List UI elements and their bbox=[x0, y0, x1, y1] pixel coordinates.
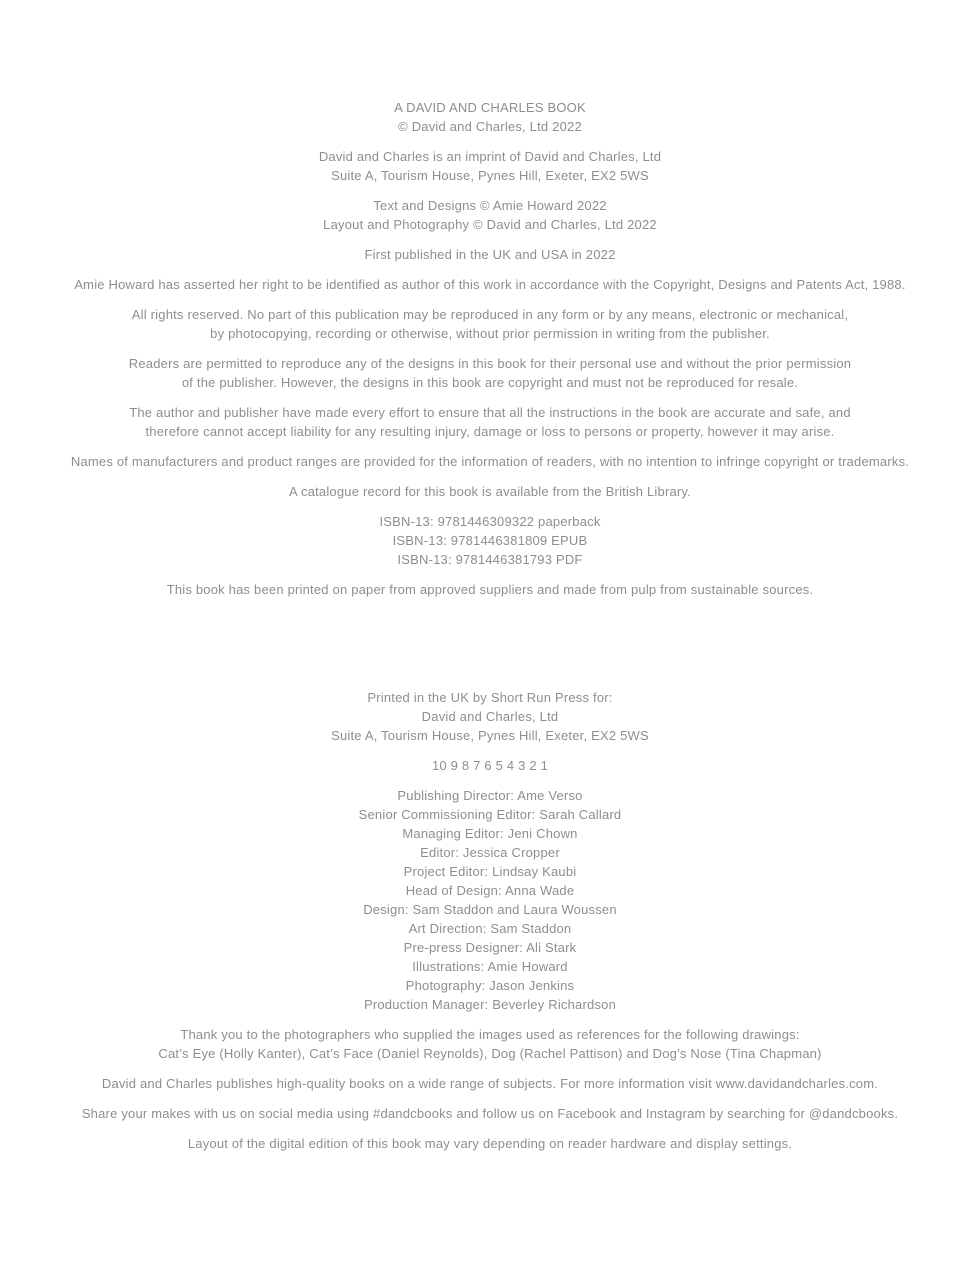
text-line: therefore cannot accept liability for any resulting injury, damage or loss to persons or property, however it may arise. bbox=[145, 424, 835, 439]
text-line: Suite A, Tourism House, Pynes Hill, Exeter, EX2 5WS bbox=[331, 168, 649, 183]
text-line: Senior Commissioning Editor: Sarah Callard bbox=[358, 807, 622, 822]
text-line: Suite A, Tourism House, Pynes Hill, Exeter, EX2 5WS bbox=[331, 728, 649, 743]
text-line: Photography: Jason Jenkins bbox=[405, 978, 575, 993]
text-line: David and Charles, Ltd bbox=[421, 709, 559, 724]
paragraph bbox=[0, 305, 980, 343]
text-line: All rights reserved. No part of this publication may be reproduced in any form or by any means, electronic or mechanical, bbox=[131, 307, 849, 322]
paragraph bbox=[0, 1074, 980, 1093]
paragraph bbox=[0, 1025, 980, 1063]
paragraph bbox=[0, 512, 980, 569]
text-line: Publishing Director: Ame Verso bbox=[397, 788, 583, 803]
paragraph bbox=[0, 354, 980, 392]
paragraph bbox=[0, 756, 980, 775]
text-line: Names of manufacturers and product ranges are provided for the information of readers, with no intention to infringe copyright or trademarks. bbox=[70, 454, 910, 469]
text-line: © David and Charles, Ltd 2022 bbox=[398, 119, 582, 134]
paragraph bbox=[0, 580, 980, 599]
text-line: Printed in the UK by Short Run Press for: bbox=[367, 690, 613, 705]
text-line: Editor: Jessica Cropper bbox=[420, 845, 560, 860]
paragraph bbox=[0, 482, 980, 501]
text-line: 10 9 8 7 6 5 4 3 2 1 bbox=[431, 758, 549, 773]
text-line: The author and publisher have made every effort to ensure that all the instructions in the book are accurate and safe, and bbox=[129, 405, 851, 420]
text-line: ISBN-13: 9781446381793 PDF bbox=[397, 552, 583, 567]
paragraph bbox=[0, 688, 980, 745]
paragraph bbox=[0, 245, 980, 264]
text-line: Cat’s Eye (Holly Kanter), Cat’s Face (Daniel Reynolds), Dog (Rachel Pattison) and Dog’s Nose (Tina Chapman) bbox=[158, 1046, 822, 1061]
paragraph bbox=[0, 98, 980, 136]
text-line: Head of Design: Anna Wade bbox=[405, 883, 575, 898]
text-line: Layout of the digital edition of this book may vary depending on reader hardware and display settings. bbox=[187, 1136, 793, 1151]
text-line: A DAVID AND CHARLES BOOK bbox=[394, 100, 586, 115]
paragraph bbox=[0, 403, 980, 441]
text-line: This book has been printed on paper from approved suppliers and made from pulp from sustainable sources. bbox=[166, 582, 814, 597]
text-line: A catalogue record for this book is available from the British Library. bbox=[289, 484, 691, 499]
paragraph bbox=[0, 1134, 980, 1153]
text-line: Readers are permitted to reproduce any of the designs in this book for their personal use and without the prior permission bbox=[128, 356, 852, 371]
text-line: Illustrations: Amie Howard bbox=[412, 959, 568, 974]
paragraph bbox=[0, 147, 980, 185]
text-line: Pre-press Designer: Ali Stark bbox=[403, 940, 577, 955]
text-line: Layout and Photography © David and Charles, Ltd 2022 bbox=[323, 217, 657, 232]
text-line: ISBN-13: 9781446309322 paperback bbox=[379, 514, 601, 529]
text-line: Share your makes with us on social media using #dandcbooks and follow us on Facebook and Instagram by searching for @dandcbooks. bbox=[81, 1106, 899, 1121]
text-line: Managing Editor: Jeni Chown bbox=[402, 826, 578, 841]
text-line: Thank you to the photographers who supplied the images used as references for the following drawings: bbox=[180, 1027, 800, 1042]
paragraph bbox=[0, 786, 980, 1014]
text-line: of the publisher. However, the designs in this book are copyright and must not be reproduced for resale. bbox=[181, 375, 799, 390]
text-line: Design: Sam Staddon and Laura Woussen bbox=[363, 902, 617, 917]
text-line: by photocopying, recording or otherwise, without prior permission in writing from the publisher. bbox=[210, 326, 770, 341]
imprint-text-block bbox=[0, 98, 980, 1153]
paragraph bbox=[0, 1104, 980, 1123]
text-line: Project Editor: Lindsay Kaubi bbox=[403, 864, 577, 879]
paragraph bbox=[0, 275, 980, 294]
text-line: ISBN-13: 9781446381809 EPUB bbox=[392, 533, 588, 548]
text-line: Amie Howard has asserted her right to be identified as author of this work in accordance with the Copyright, Designs and Patents Act, 1988. bbox=[74, 277, 906, 292]
text-line: First published in the UK and USA in 2022 bbox=[364, 247, 616, 262]
text-line: David and Charles publishes high-quality books on a wide range of subjects. For more information visit www.davidandcharles.com. bbox=[101, 1076, 879, 1091]
text-line: David and Charles is an imprint of David and Charles, Ltd bbox=[318, 149, 662, 164]
paragraph bbox=[0, 196, 980, 234]
paragraph bbox=[0, 452, 980, 471]
text-line: Text and Designs © Amie Howard 2022 bbox=[373, 198, 607, 213]
text-line: Art Direction: Sam Staddon bbox=[408, 921, 572, 936]
text-line: Production Manager: Beverley Richardson bbox=[363, 997, 617, 1012]
